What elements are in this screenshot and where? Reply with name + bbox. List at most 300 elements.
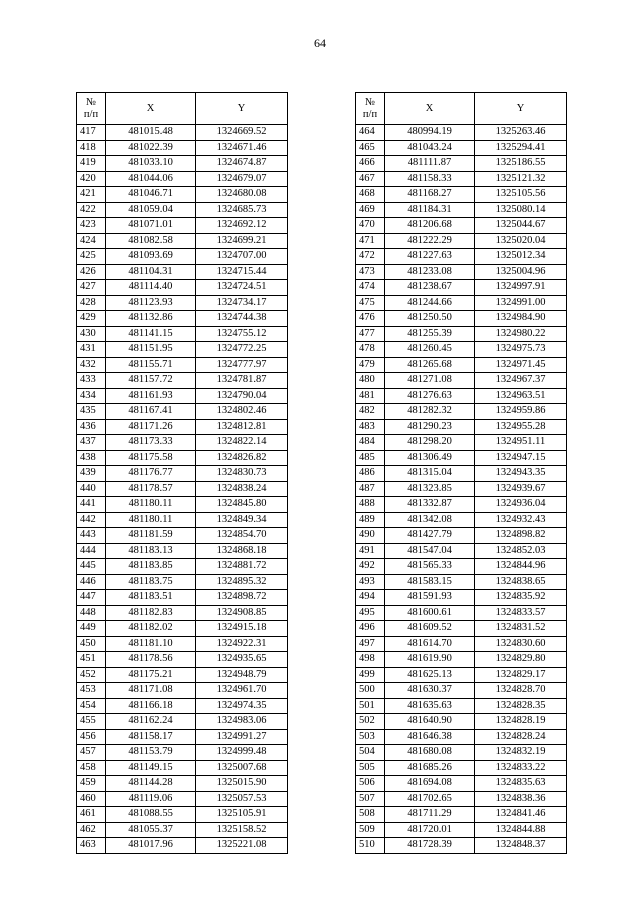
row-number: 474	[356, 280, 385, 296]
table-row	[77, 683, 288, 699]
x-coordinate: 481149.15	[106, 760, 196, 776]
table-row	[77, 280, 288, 296]
y-coordinate: 1324908.85	[196, 605, 288, 621]
y-coordinate: 1325044.67	[475, 218, 567, 234]
row-number: 479	[356, 357, 385, 373]
x-coordinate: 481176.77	[106, 466, 196, 482]
row-number: 469	[356, 202, 385, 218]
table-row	[77, 202, 288, 218]
row-number: 486	[356, 466, 385, 482]
x-coordinate: 481168.27	[385, 187, 475, 203]
x-coordinate: 481315.04	[385, 466, 475, 482]
x-coordinate: 481306.49	[385, 450, 475, 466]
table-row	[356, 404, 567, 420]
x-coordinate: 481255.39	[385, 326, 475, 342]
row-number: 423	[77, 218, 106, 234]
coordinates-table-left	[76, 92, 288, 854]
x-coordinate: 481171.08	[106, 683, 196, 699]
y-coordinate: 1324997.91	[475, 280, 567, 296]
x-coordinate: 481720.01	[385, 822, 475, 838]
table-row	[77, 574, 288, 590]
x-coordinate: 481233.08	[385, 264, 475, 280]
table-row	[77, 698, 288, 714]
table-row	[77, 233, 288, 249]
x-coordinate: 481123.93	[106, 295, 196, 311]
row-number: 455	[77, 714, 106, 730]
y-coordinate: 1324699.21	[196, 233, 288, 249]
x-coordinate: 481265.68	[385, 357, 475, 373]
table-row	[77, 171, 288, 187]
y-coordinate: 1325012.34	[475, 249, 567, 265]
row-number: 481	[356, 388, 385, 404]
y-coordinate: 1324939.67	[475, 481, 567, 497]
y-coordinate: 1324881.72	[196, 559, 288, 575]
table-row	[356, 311, 567, 327]
row-number: 510	[356, 838, 385, 854]
table-row	[77, 140, 288, 156]
table-row	[356, 574, 567, 590]
y-coordinate: 1324849.34	[196, 512, 288, 528]
x-coordinate: 481082.58	[106, 233, 196, 249]
x-coordinate: 481175.21	[106, 667, 196, 683]
row-number: 446	[77, 574, 106, 590]
x-coordinate: 481158.33	[385, 171, 475, 187]
y-coordinate: 1324935.65	[196, 652, 288, 668]
table-row	[356, 667, 567, 683]
row-number: 442	[77, 512, 106, 528]
x-coordinate: 481323.85	[385, 481, 475, 497]
row-number: 458	[77, 760, 106, 776]
row-number: 508	[356, 807, 385, 823]
y-coordinate: 1324999.48	[196, 745, 288, 761]
row-number: 470	[356, 218, 385, 234]
y-coordinate: 1324922.31	[196, 636, 288, 652]
y-coordinate: 1325105.91	[196, 807, 288, 823]
x-coordinate: 481646.38	[385, 729, 475, 745]
table-row	[77, 218, 288, 234]
table-row	[77, 326, 288, 342]
y-coordinate: 1324830.73	[196, 466, 288, 482]
x-coordinate: 481583.15	[385, 574, 475, 590]
y-coordinate: 1324854.70	[196, 528, 288, 544]
y-coordinate: 1324852.03	[475, 543, 567, 559]
table-row	[77, 342, 288, 358]
y-coordinate: 1324838.36	[475, 791, 567, 807]
y-coordinate: 1324830.60	[475, 636, 567, 652]
header-number-symbol: №	[85, 96, 97, 108]
y-coordinate: 1324975.73	[475, 342, 567, 358]
y-coordinate: 1325294.41	[475, 140, 567, 156]
y-coordinate: 1324822.14	[196, 435, 288, 451]
x-coordinate: 481630.37	[385, 683, 475, 699]
y-coordinate: 1324868.18	[196, 543, 288, 559]
y-coordinate: 1324715.44	[196, 264, 288, 280]
table-row	[356, 419, 567, 435]
table-row	[356, 388, 567, 404]
table-row	[77, 776, 288, 792]
y-coordinate: 1324955.28	[475, 419, 567, 435]
table-row	[356, 202, 567, 218]
table-row	[77, 156, 288, 172]
table-row	[356, 776, 567, 792]
table-header-row	[356, 93, 567, 125]
row-number: 437	[77, 435, 106, 451]
x-coordinate: 480994.19	[385, 125, 475, 141]
x-coordinate: 481635.63	[385, 698, 475, 714]
row-number: 491	[356, 543, 385, 559]
row-number: 476	[356, 311, 385, 327]
table-row	[77, 373, 288, 389]
row-number: 466	[356, 156, 385, 172]
table-row	[356, 497, 567, 513]
row-number: 418	[77, 140, 106, 156]
table-row	[77, 621, 288, 637]
row-number: 428	[77, 295, 106, 311]
y-coordinate: 1324943.35	[475, 466, 567, 482]
y-coordinate: 1324948.79	[196, 667, 288, 683]
x-coordinate: 481182.02	[106, 621, 196, 637]
y-coordinate: 1325080.14	[475, 202, 567, 218]
table-row	[356, 125, 567, 141]
table-row	[356, 342, 567, 358]
y-coordinate: 1324777.97	[196, 357, 288, 373]
table-row	[77, 838, 288, 854]
row-number: 502	[356, 714, 385, 730]
table-row	[77, 249, 288, 265]
x-coordinate: 481250.50	[385, 311, 475, 327]
row-number: 503	[356, 729, 385, 745]
y-coordinate: 1324844.96	[475, 559, 567, 575]
y-coordinate: 1324936.04	[475, 497, 567, 513]
row-number: 457	[77, 745, 106, 761]
y-coordinate: 1324674.87	[196, 156, 288, 172]
x-coordinate: 481044.06	[106, 171, 196, 187]
table-row	[77, 745, 288, 761]
row-number: 419	[77, 156, 106, 172]
y-coordinate: 1324991.00	[475, 295, 567, 311]
y-coordinate: 1324828.35	[475, 698, 567, 714]
row-number: 494	[356, 590, 385, 606]
table-row	[77, 450, 288, 466]
y-coordinate: 1324980.22	[475, 326, 567, 342]
x-coordinate: 481017.96	[106, 838, 196, 854]
table-row	[356, 559, 567, 575]
row-number: 507	[356, 791, 385, 807]
x-coordinate: 481260.45	[385, 342, 475, 358]
y-coordinate: 1324772.25	[196, 342, 288, 358]
page-number: 64	[314, 36, 326, 50]
y-coordinate: 1325004.96	[475, 264, 567, 280]
row-number: 463	[77, 838, 106, 854]
x-coordinate: 481088.55	[106, 807, 196, 823]
table-row	[77, 435, 288, 451]
y-coordinate: 1325186.55	[475, 156, 567, 172]
table-row	[356, 683, 567, 699]
table-row	[77, 466, 288, 482]
x-coordinate: 481702.65	[385, 791, 475, 807]
row-number: 487	[356, 481, 385, 497]
table-row	[356, 745, 567, 761]
table-row	[356, 218, 567, 234]
y-coordinate: 1324831.52	[475, 621, 567, 637]
row-number: 485	[356, 450, 385, 466]
y-coordinate: 1325057.53	[196, 791, 288, 807]
row-number: 422	[77, 202, 106, 218]
row-number: 421	[77, 187, 106, 203]
row-number: 498	[356, 652, 385, 668]
y-coordinate: 1324991.27	[196, 729, 288, 745]
table-row	[77, 807, 288, 823]
y-coordinate: 1324669.52	[196, 125, 288, 141]
x-coordinate: 481680.08	[385, 745, 475, 761]
row-number: 495	[356, 605, 385, 621]
table-row	[356, 233, 567, 249]
row-number: 435	[77, 404, 106, 420]
table-row	[77, 388, 288, 404]
row-number: 459	[77, 776, 106, 792]
row-number: 434	[77, 388, 106, 404]
y-coordinate: 1324951.11	[475, 435, 567, 451]
x-coordinate: 481071.01	[106, 218, 196, 234]
table-header-row	[77, 93, 288, 125]
table-row	[356, 171, 567, 187]
x-coordinate: 481043.24	[385, 140, 475, 156]
row-number: 441	[77, 497, 106, 513]
row-number: 497	[356, 636, 385, 652]
table-row	[356, 698, 567, 714]
row-number: 425	[77, 249, 106, 265]
y-coordinate: 1324828.19	[475, 714, 567, 730]
y-coordinate: 1325007.68	[196, 760, 288, 776]
x-coordinate: 481591.93	[385, 590, 475, 606]
y-coordinate: 1324734.17	[196, 295, 288, 311]
y-coordinate: 1324835.92	[475, 590, 567, 606]
table-row	[356, 652, 567, 668]
table-row	[77, 729, 288, 745]
row-number: 460	[77, 791, 106, 807]
row-number: 506	[356, 776, 385, 792]
x-coordinate: 481183.85	[106, 559, 196, 575]
row-number: 447	[77, 590, 106, 606]
x-coordinate: 481141.15	[106, 326, 196, 342]
y-coordinate: 1324680.08	[196, 187, 288, 203]
row-number: 509	[356, 822, 385, 838]
x-coordinate: 481167.41	[106, 404, 196, 420]
x-coordinate: 481298.20	[385, 435, 475, 451]
x-coordinate: 481132.86	[106, 311, 196, 327]
y-coordinate: 1324974.35	[196, 698, 288, 714]
row-number: 464	[356, 125, 385, 141]
y-coordinate: 1324828.24	[475, 729, 567, 745]
table-row	[77, 497, 288, 513]
table-row	[77, 404, 288, 420]
x-coordinate: 481153.79	[106, 745, 196, 761]
table-row	[356, 807, 567, 823]
column-header-y: Y	[475, 93, 567, 125]
y-coordinate: 1324671.46	[196, 140, 288, 156]
y-coordinate: 1324835.63	[475, 776, 567, 792]
row-number: 438	[77, 450, 106, 466]
table-row	[356, 249, 567, 265]
table-row	[77, 605, 288, 621]
table-row	[356, 636, 567, 652]
row-number: 488	[356, 497, 385, 513]
y-coordinate: 1324707.00	[196, 249, 288, 265]
table-row	[77, 357, 288, 373]
y-coordinate: 1324828.70	[475, 683, 567, 699]
x-coordinate: 481055.37	[106, 822, 196, 838]
y-coordinate: 1324685.73	[196, 202, 288, 218]
y-coordinate: 1324833.22	[475, 760, 567, 776]
table-row	[77, 652, 288, 668]
row-number: 439	[77, 466, 106, 482]
x-coordinate: 481022.39	[106, 140, 196, 156]
x-coordinate: 481711.29	[385, 807, 475, 823]
table-row	[356, 729, 567, 745]
column-header-number	[77, 93, 106, 125]
y-coordinate: 1324826.82	[196, 450, 288, 466]
x-coordinate: 481033.10	[106, 156, 196, 172]
row-number: 480	[356, 373, 385, 389]
table-row	[77, 528, 288, 544]
y-coordinate: 1324829.17	[475, 667, 567, 683]
y-coordinate: 1324984.90	[475, 311, 567, 327]
row-number: 477	[356, 326, 385, 342]
y-coordinate: 1324832.19	[475, 745, 567, 761]
x-coordinate: 481114.40	[106, 280, 196, 296]
y-coordinate: 1324838.24	[196, 481, 288, 497]
row-number: 417	[77, 125, 106, 141]
x-coordinate: 481015.48	[106, 125, 196, 141]
table-row	[356, 760, 567, 776]
y-coordinate: 1324971.45	[475, 357, 567, 373]
y-coordinate: 1324833.57	[475, 605, 567, 621]
x-coordinate: 481547.04	[385, 543, 475, 559]
x-coordinate: 481206.68	[385, 218, 475, 234]
y-coordinate: 1324829.80	[475, 652, 567, 668]
row-number: 432	[77, 357, 106, 373]
y-coordinate: 1325105.56	[475, 187, 567, 203]
row-number: 490	[356, 528, 385, 544]
table-row	[77, 419, 288, 435]
row-number: 450	[77, 636, 106, 652]
table-row	[77, 187, 288, 203]
x-coordinate: 481178.56	[106, 652, 196, 668]
table-row	[356, 791, 567, 807]
table-row	[356, 295, 567, 311]
table-row	[356, 466, 567, 482]
y-coordinate: 1324895.32	[196, 574, 288, 590]
table-row	[356, 481, 567, 497]
row-number: 473	[356, 264, 385, 280]
table-row	[77, 264, 288, 280]
y-coordinate: 1324841.46	[475, 807, 567, 823]
table-row	[77, 311, 288, 327]
x-coordinate: 481181.10	[106, 636, 196, 652]
table-row	[356, 326, 567, 342]
x-coordinate: 481619.90	[385, 652, 475, 668]
x-coordinate: 481178.57	[106, 481, 196, 497]
row-number: 431	[77, 342, 106, 358]
x-coordinate: 481290.23	[385, 419, 475, 435]
x-coordinate: 481342.08	[385, 512, 475, 528]
y-coordinate: 1324802.46	[196, 404, 288, 420]
x-coordinate: 481685.26	[385, 760, 475, 776]
table-row	[356, 528, 567, 544]
table-row	[77, 636, 288, 652]
column-header-x: X	[385, 93, 475, 125]
x-coordinate: 481162.24	[106, 714, 196, 730]
x-coordinate: 481282.32	[385, 404, 475, 420]
row-number: 426	[77, 264, 106, 280]
x-coordinate: 481157.72	[106, 373, 196, 389]
row-number: 454	[77, 698, 106, 714]
table-row	[356, 543, 567, 559]
x-coordinate: 481614.70	[385, 636, 475, 652]
table-row	[356, 838, 567, 854]
table-row	[77, 512, 288, 528]
x-coordinate: 481625.13	[385, 667, 475, 683]
x-coordinate: 481059.04	[106, 202, 196, 218]
row-number: 472	[356, 249, 385, 265]
y-coordinate: 1325263.46	[475, 125, 567, 141]
x-coordinate: 481171.26	[106, 419, 196, 435]
row-number: 471	[356, 233, 385, 249]
row-number: 505	[356, 760, 385, 776]
y-coordinate: 1324961.70	[196, 683, 288, 699]
y-coordinate: 1324755.12	[196, 326, 288, 342]
table-row	[356, 621, 567, 637]
y-coordinate: 1324724.51	[196, 280, 288, 296]
y-coordinate: 1324812.81	[196, 419, 288, 435]
row-number: 461	[77, 807, 106, 823]
y-coordinate: 1324983.06	[196, 714, 288, 730]
row-number: 475	[356, 295, 385, 311]
row-number: 445	[77, 559, 106, 575]
row-number: 429	[77, 311, 106, 327]
y-coordinate: 1324844.88	[475, 822, 567, 838]
table-row	[77, 543, 288, 559]
row-number: 453	[77, 683, 106, 699]
x-coordinate: 481600.61	[385, 605, 475, 621]
x-coordinate: 481271.08	[385, 373, 475, 389]
x-coordinate: 481183.75	[106, 574, 196, 590]
row-number: 499	[356, 667, 385, 683]
row-number: 452	[77, 667, 106, 683]
row-number: 424	[77, 233, 106, 249]
x-coordinate: 481227.63	[385, 249, 475, 265]
x-coordinate: 481244.66	[385, 295, 475, 311]
x-coordinate: 481180.11	[106, 512, 196, 528]
x-coordinate: 481609.52	[385, 621, 475, 637]
row-number: 433	[77, 373, 106, 389]
x-coordinate: 481694.08	[385, 776, 475, 792]
row-number: 483	[356, 419, 385, 435]
table-row	[77, 791, 288, 807]
y-coordinate: 1325121.32	[475, 171, 567, 187]
x-coordinate: 481119.06	[106, 791, 196, 807]
row-number: 430	[77, 326, 106, 342]
column-header-y: Y	[196, 93, 288, 125]
table-row	[77, 590, 288, 606]
table-row	[356, 140, 567, 156]
table-row	[356, 450, 567, 466]
row-number: 448	[77, 605, 106, 621]
table-row	[356, 264, 567, 280]
row-number: 443	[77, 528, 106, 544]
x-coordinate: 481180.11	[106, 497, 196, 513]
table-row	[77, 559, 288, 575]
